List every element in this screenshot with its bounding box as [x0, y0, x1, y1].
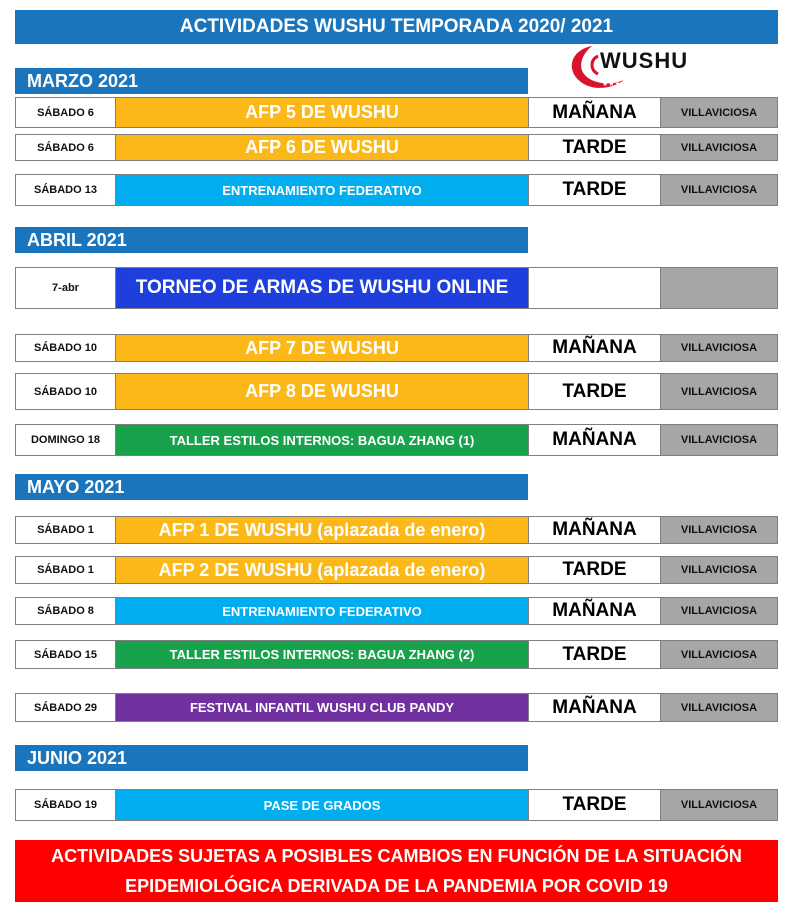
row-shift: TARDE [528, 556, 661, 584]
row-date: SÁBADO 10 [15, 334, 116, 362]
disclaimer-notice [15, 840, 778, 902]
month-header: ABRIL 2021 [15, 227, 528, 253]
month-header: MARZO 2021 [15, 68, 528, 94]
row-place: VILLAVICIOSA [660, 640, 778, 669]
row-place: VILLAVICIOSA [660, 334, 778, 362]
row-place: VILLAVICIOSA [660, 693, 778, 722]
row-shift [528, 267, 661, 309]
row-shift: MAÑANA [528, 516, 661, 544]
page-title: ACTIVIDADES WUSHU TEMPORADA 2020/ 2021 [15, 10, 778, 44]
row-place: VILLAVICIOSA [660, 134, 778, 161]
notice-line: EPIDEMIOLÓGICA DERIVADA DE LA PANDEMIA POR COVID 19 [125, 876, 668, 896]
row-shift: TARDE [528, 789, 661, 821]
row-shift: TARDE [528, 174, 661, 206]
row-place: VILLAVICIOSA [660, 373, 778, 410]
row-date: SÁBADO 29 [15, 693, 116, 722]
row-activity: AFP 7 DE WUSHU [115, 334, 529, 362]
row-place [660, 267, 778, 309]
row-date: SÁBADO 19 [15, 789, 116, 821]
row-activity: ENTRENAMIENTO FEDERATIVO [115, 597, 529, 625]
row-date: SÁBADO 10 [15, 373, 116, 410]
row-shift: MAÑANA [528, 97, 661, 128]
row-activity: FESTIVAL INFANTIL WUSHU CLUB PANDY [115, 693, 529, 722]
notice-line: ACTIVIDADES SUJETAS A POSIBLES CAMBIOS EN FUNCIÓN DE LA SITUACIÓN [51, 846, 742, 866]
row-date: SÁBADO 13 [15, 174, 116, 206]
month-header: JUNIO 2021 [15, 745, 528, 771]
row-place: VILLAVICIOSA [660, 789, 778, 821]
row-date: SÁBADO 1 [15, 556, 116, 584]
logo-text: WUSHU [600, 48, 689, 73]
month-header: MAYO 2021 [15, 474, 528, 500]
row-shift: TARDE [528, 134, 661, 161]
row-activity: TORNEO DE ARMAS DE WUSHU ONLINE [115, 267, 529, 309]
row-activity: TALLER ESTILOS INTERNOS: BAGUA ZHANG (1) [115, 424, 529, 456]
wushu-logo [562, 42, 712, 92]
row-date: SÁBADO 6 [15, 97, 116, 128]
row-date: SÁBADO 1 [15, 516, 116, 544]
row-activity: AFP 8 DE WUSHU [115, 373, 529, 410]
row-place: VILLAVICIOSA [660, 174, 778, 206]
row-place: VILLAVICIOSA [660, 556, 778, 584]
row-activity: AFP 2 DE WUSHU (aplazada de enero) [115, 556, 529, 584]
row-shift: MAÑANA [528, 597, 661, 625]
row-shift: MAÑANA [528, 334, 661, 362]
row-activity: ENTRENAMIENTO FEDERATIVO [115, 174, 529, 206]
row-shift: MAÑANA [528, 424, 661, 456]
row-date: DOMINGO 18 [15, 424, 116, 456]
row-place: VILLAVICIOSA [660, 516, 778, 544]
row-place: VILLAVICIOSA [660, 597, 778, 625]
row-date: 7-abr [15, 267, 116, 309]
row-date: SÁBADO 15 [15, 640, 116, 669]
row-shift: MAÑANA [528, 693, 661, 722]
row-activity: TALLER ESTILOS INTERNOS: BAGUA ZHANG (2) [115, 640, 529, 669]
row-date: SÁBADO 6 [15, 134, 116, 161]
row-place: VILLAVICIOSA [660, 424, 778, 456]
row-shift: TARDE [528, 640, 661, 669]
row-activity: PASE DE GRADOS [115, 789, 529, 821]
row-activity: AFP 1 DE WUSHU (aplazada de enero) [115, 516, 529, 544]
svg-text:★★★: ★★★ [602, 80, 621, 88]
row-date: SÁBADO 8 [15, 597, 116, 625]
row-activity: AFP 6 DE WUSHU [115, 134, 529, 161]
row-place: VILLAVICIOSA [660, 97, 778, 128]
row-shift: TARDE [528, 373, 661, 410]
row-activity: AFP 5 DE WUSHU [115, 97, 529, 128]
